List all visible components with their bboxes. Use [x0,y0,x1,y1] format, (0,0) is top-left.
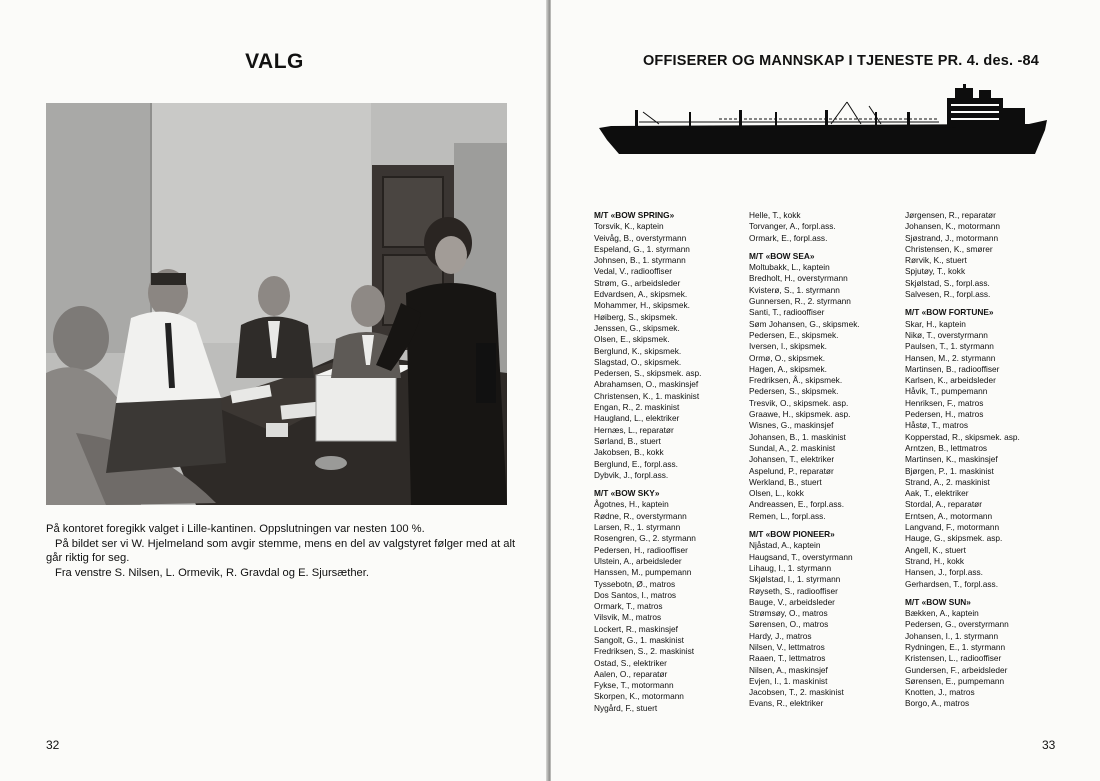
crew-entry: Pedersen, H., radiooffiser [594,544,688,555]
crew-entry: Njåstad, A., kaptein [749,540,821,551]
crew-column-1 [594,210,754,714]
crew-entry: Nygård, F., stuert [594,702,658,713]
crew-entry: Johansen, B., 1. maskinist [749,431,846,442]
crew-entry: Evjen, I., 1. maskinist [749,675,828,686]
crew-entry: Veivåg, B., overstyrmann [594,232,687,243]
crew-entry: Vilsvik, M., matros [594,612,662,623]
crew-entry: Langvand, F., motormann [905,522,1000,533]
crew-entry: Sjøstrand, J., motormann [905,232,999,243]
crew-entry: Ostad, S., elektriker [594,657,667,668]
crew-entry: Berglund, E., forpl.ass. [594,458,678,469]
crew-entry: Werkland, B., stuert [749,476,822,487]
crew-entry: Pedersen, E., skipsmek. [749,329,839,340]
crew-entry: Martinsen, K., maskinsjef [905,454,998,465]
crew-entry: Jørgensen, R., reparatør [905,210,996,220]
crew-entry: Rørvik, K., stuert [905,255,967,266]
crew-entry: Strand, A., 2. maskinist [905,476,990,487]
crew-entry: Skorpen, K., motormann [594,691,684,702]
crew-entry: Hanssen, M., pumpemann [594,567,692,578]
crew-entry: Aspelund, P., reparatør [749,465,834,476]
crew-entry: Johnsen, B., 1. styrmann [594,255,686,266]
crew-entry: Sundal, A., 2. maskinist [749,442,836,453]
crew-entry: Engan, R., 2. maskinist [594,402,680,413]
crew-entry: Edvardsen, A., skipsmek. [594,289,688,300]
page-number: 32 [46,738,60,752]
crew-entry: Wisnes, G., maskinsjef [749,420,834,431]
crew-entry: Skar, H., kaptein [905,318,966,329]
crew-entry: Iversen, I., skipsmek. [749,341,827,352]
crew-entry: Johansen, T., elektriker [749,454,835,465]
crew-entry: Skjølstad, S., forpl.ass. [905,277,990,288]
ship-heading: M/T «BOW SPRING» [594,210,675,220]
crew-entry: Gundersen, F., arbeidsleder [905,664,1008,675]
page-number: 33 [1042,738,1056,752]
crew-entry: Helle, T., kokk [749,210,801,220]
crew-entry: Gunnersen, R., 2. styrmann [749,296,851,307]
crew-entry: Kopperstad, R., skipsmek. asp. [905,431,1020,442]
crew-entry: Ormark, T., matros [594,601,663,612]
crew-entry: Spjutøy, T., kokk [905,266,966,277]
crew-entry: Mohammer, H., skipsmek. [594,300,690,311]
crew-entry: Haugland, L., elektriker [594,413,680,424]
crew-entry: Strand, H., kokk [905,555,965,566]
crew-entry: Nikø, T., overstyrmann [905,329,988,340]
crew-entry: Olsen, E., skipsmek. [594,334,670,345]
crew-entry: Christensen, K., smører [905,243,993,254]
crew-entry: Nilsen, V., lettmatros [749,641,825,652]
crew-entry: Remen, L., forpl.ass. [749,510,826,521]
crew-entry: Andreassen, E., forpl.ass. [749,499,845,510]
crew-entry: Pedersen, H., matros [905,409,984,420]
crew-column-3 [905,210,1065,710]
crew-list [905,608,1065,710]
left-page [0,0,549,781]
crew-entry: Angell, K., stuert [905,544,966,555]
crew-entry: Aak, T., elektriker [905,488,969,499]
crew-entry: Berglund, K., skipsmek. [594,345,682,356]
crew-entry: Graawe, H., skipsmek. asp. [749,409,851,420]
crew-entry: Hagen, A., skipsmek. [749,363,827,374]
crew-entry: Karlsen, K., arbeidsleder [905,375,996,386]
crew-entry: Dos Santos, I., matros [594,589,677,600]
crew-entry: Fykse, T., motormann [594,680,674,691]
crew-entry: Espeland, G., 1. styrmann [594,243,690,254]
crew-list [594,221,754,481]
crew-entry: Rosengren, G., 2. styrmann [594,533,696,544]
crew-entry: Moltubakk, L., kaptein [749,262,830,273]
crew-entry: Ågotnes, H., kaptein [594,499,669,510]
ship-heading: M/T «BOW FORTUNE» [905,307,994,318]
crew-entry: Hardy, J., matros [749,630,812,641]
crew-entry: Fredriksen, Å., skipsmek. [749,375,843,386]
crew-entry: Johansen, I., 1. styrmann [905,630,999,641]
crew-entry: Aalen, O., reparatør [594,668,668,679]
crew-entry: Raaen, T., lettmatros [749,653,826,664]
crew-entry: Bjørgen, P., 1. maskinist [905,465,994,476]
crew-entry: Vedal, V., radiooffiser [594,266,672,277]
crew-list [749,540,909,709]
crew-entry: Gerhardsen, T., forpl.ass. [905,578,998,589]
crew-list [749,262,909,522]
crew-column-2 [749,210,909,710]
crew-entry: Håstø, T., matros [905,420,969,431]
crew-entry: Tyssebotn, Ø., matros [594,578,676,589]
crew-entry: Johansen, K., motormann [905,221,1001,232]
page-title: OFFISERER OG MANNSKAP I TJENESTE PR. 4. des. -84 [642,53,1040,69]
crew-entry: Skjølstad, I., 1. styrmann [749,574,841,585]
crew-entry: Bækken, A., kaptein [905,608,979,619]
crew-entry: Søm Johansen, G., skipsmek. [749,318,860,329]
crew-entry: Sørland, B., stuert [594,435,661,446]
crew-entry: Jenssen, G., skipsmek. [594,322,680,333]
ship-heading: M/T «BOW PIONEER» [749,529,835,540]
right-page [551,0,1100,781]
crew-entry: Rødne, R., overstyrmann [594,510,687,521]
crew-entry: Olsen, L., kokk [749,488,804,499]
caption-line-2: På bildet ser vi W. Hjelmeland som avgir stemme, mens en del av valgstyret følger med at alt går riktig for seg. [46,537,516,565]
crew-entry: Fredriksen, S., 2. maskinist [594,646,695,657]
crew-entry: Christensen, K., 1. maskinist [594,390,700,401]
crew-entry: Evans, R., elektriker [749,698,824,709]
crew-entry: Paulsen, T., 1. styrmann [905,341,994,352]
crew-entry: Pedersen, G., overstyrmann [905,619,1009,630]
page-title: VALG [245,50,304,73]
crew-entry: Lihaug, I., 1. styrmann [749,562,832,573]
crew-entry: Henriksen, F., matros [905,397,984,408]
crew-entry: Salvesen, R., forpl.ass. [905,289,991,300]
election-photo [46,103,507,505]
crew-entry: Hauge, G., skipsmek. asp. [905,533,1003,544]
crew-entry: Strømsøy, O., matros [749,608,828,619]
ship-heading: M/T «BOW SUN» [905,596,971,607]
caption-line-1: På kontoret foregikk valget i Lille-kantinen. Oppslutningen var nesten 100 %. [46,523,425,535]
crew-entry: Haugsand, T., overstyrmann [749,551,853,562]
ship-heading: M/T «BOW SEA» [749,250,815,261]
crew-entry: Knotten, J., matros [905,687,975,698]
crew-entry: Nilsen, A., maskinsjef [749,664,828,675]
crew-entry: Rydningen, E., 1. styrmann [905,641,1006,652]
caption-line-3: Fra venstre S. Nilsen, L. Ormevik, R. Gravdal og E. Sjursæther. [55,566,369,579]
crew-entry: Borgo, A., matros [905,698,970,709]
crew-entry: Bredholt, H., overstyrmann [749,273,848,284]
crew-list [905,319,1065,590]
crew-entry: Strøm, G., arbeidsleder [594,277,681,288]
crew-entry: Ulstein, A., arbeidsleder [594,555,682,566]
crew-entry: Tresvik, O., skipsmek. asp. [749,397,849,408]
crew-entry: Santi, T., radiooffiser [749,307,825,318]
crew-entry: Ormø, O., skipsmek. [749,352,826,363]
crew-entry: Erntsen, A., motormann [905,510,993,521]
crew-list [749,210,909,244]
crew-entry: Dybvik, J., forpl.ass. [594,469,669,480]
crew-list [594,499,754,714]
crew-entry: Torvanger, A., forpl.ass. [749,221,836,232]
crew-entry: Lockert, R., maskinsjef [594,623,678,634]
crew-entry: Kristensen, L., radiooffiser [905,653,1002,664]
crew-entry: Slagstad, O., skipsmek. [594,356,682,367]
crew-entry: Stordal, A., reparatør [905,499,983,510]
crew-entry: Abrahamsen, O., maskinsjef [594,379,699,390]
crew-entry: Torsvik, K., kaptein [594,221,664,232]
crew-entry: Hansen, M., 2. styrmann [905,352,996,363]
crew-entry: Arntzen, B., lettmatros [905,442,988,453]
crew-entry: Sangolt, G., 1. maskinist [594,634,684,645]
crew-entry: Hernæs, L., reparatør [594,424,674,435]
crew-entry: Martinsen, B., radiooffiser [905,363,1000,374]
crew-entry: Larsen, R., 1. styrmann [594,522,681,533]
crew-entry: Jacobsen, T., 2. maskinist [749,687,844,698]
crew-entry: Ormark, E., forpl.ass. [749,232,828,243]
crew-entry: Jakobsen, B., kokk [594,447,664,458]
crew-entry: Røyseth, S., radiooffiser [749,585,838,596]
crew-entry: Pedersen, S., skipsmek. [749,386,839,397]
crew-entry: Hansen, J., forpl.ass. [905,567,983,578]
photo-caption [46,522,516,580]
crew-list [905,210,1065,300]
crew-entry: Bauge, V., arbeidsleder [749,596,835,607]
crew-entry: Håvik, T., pumpemann [905,386,988,397]
ship-heading: M/T «BOW SKY» [594,488,660,499]
tanker-silhouette [599,84,1051,158]
crew-entry: Høiberg, S., skipsmek. [594,311,678,322]
crew-entry: Sørensen, E., pumpemann [905,675,1005,686]
crew-entry: Pedersen, S., skipsmek. asp. [594,368,702,379]
crew-entry: Kvisterø, S., 1. styrmann [749,284,840,295]
crew-entry: Sørensen, O., matros [749,619,829,630]
